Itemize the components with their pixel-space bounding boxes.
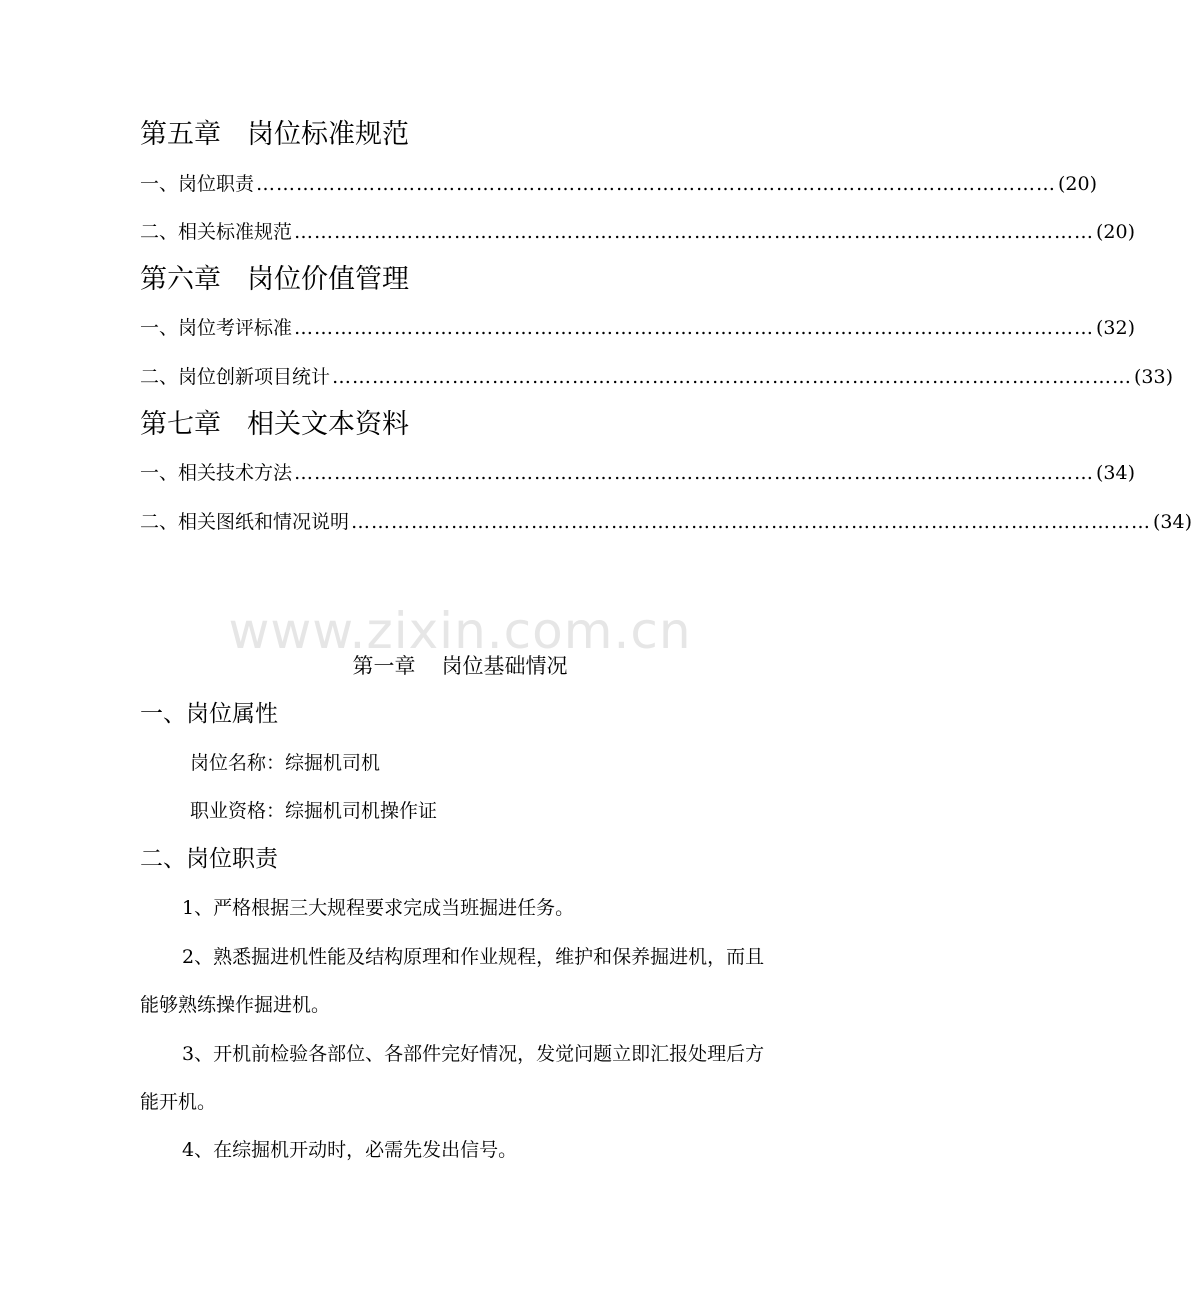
section-heading-attributes: 一、岗位属性 xyxy=(140,701,278,727)
toc-entry-page: (32) xyxy=(1096,317,1136,339)
toc-entry-page: (34) xyxy=(1096,462,1136,484)
toc-entry-label: 二、岗位创新项目统计 xyxy=(140,366,331,388)
toc-chapter-7-number: 第七章 xyxy=(140,409,221,440)
toc-chapter-6-number: 第六章 xyxy=(140,264,221,295)
section-heading-duties: 二、岗位职责 xyxy=(140,846,278,872)
watermark: www.zixin.com.cn xyxy=(228,602,692,660)
toc-leader-dots: ………………………………………………………………………………………………………… xyxy=(332,366,1133,388)
body-chapter-name: 岗位基础情况 xyxy=(441,654,568,678)
toc-entry-page: (33) xyxy=(1134,366,1174,388)
duty-item: 3、开机前检验各部位、各部件完好情况，发觉问题立即汇报处理后方能开机。 xyxy=(140,1043,765,1113)
toc-entry-page: (20) xyxy=(1058,173,1098,195)
toc-chapter-7-title: 相关文本资料 xyxy=(247,409,409,440)
toc-leader-dots: ………………………………………………………………………………………………………… xyxy=(294,317,1095,339)
toc-entry-label: 一、岗位职责 xyxy=(140,173,255,195)
toc-chapter-6-title: 岗位价值管理 xyxy=(247,264,409,295)
toc-entry[interactable] xyxy=(140,170,1098,198)
toc-chapter-5-title: 岗位标准规范 xyxy=(247,119,409,150)
toc-entry-label: 二、相关图纸和情况说明 xyxy=(140,511,350,533)
toc-chapter-5-heading xyxy=(140,118,409,152)
toc-entry[interactable] xyxy=(140,218,1136,246)
toc-entry-page: (20) xyxy=(1096,221,1136,243)
toc-leader-dots: ………………………………………………………………………………………………………… xyxy=(351,511,1152,533)
duty-item: 2、熟悉掘进机性能及结构原理和作业规程，维护和保养掘进机，而且能够熟练操作掘进机。 xyxy=(140,946,765,1016)
toc-entry[interactable] xyxy=(140,508,1192,536)
toc-chapter-6-heading xyxy=(140,263,409,297)
duty-item: 1、严格根据三大规程要求完成当班掘进任务。 xyxy=(182,897,575,919)
toc-entry[interactable] xyxy=(140,459,1136,487)
toc-chapter-5-number: 第五章 xyxy=(140,119,221,150)
toc-entry-label: 一、相关技术方法 xyxy=(140,462,293,484)
toc-chapter-7-heading xyxy=(140,408,409,442)
toc-entry[interactable] xyxy=(140,363,1174,391)
toc-entry-label: 二、相关标准规范 xyxy=(140,221,293,243)
duty-item: 4、在综掘机开动时，必需先发出信号。 xyxy=(182,1139,518,1161)
toc-entry[interactable] xyxy=(140,314,1136,342)
toc-entry-label: 一、岗位考评标准 xyxy=(140,317,293,339)
position-name-line: 岗位名称：综掘机司机 xyxy=(190,752,381,774)
toc-entry-page: (34) xyxy=(1153,511,1192,533)
body-chapter-number: 第一章 xyxy=(352,654,416,678)
body-chapter-title xyxy=(0,651,920,681)
qualification-line: 职业资格：综掘机司机操作证 xyxy=(190,800,438,822)
toc-leader-dots: ………………………………………………………………………………………………………… xyxy=(256,173,1057,195)
toc-leader-dots: ………………………………………………………………………………………………………… xyxy=(294,462,1095,484)
toc-leader-dots: ………………………………………………………………………………………………………… xyxy=(294,221,1095,243)
